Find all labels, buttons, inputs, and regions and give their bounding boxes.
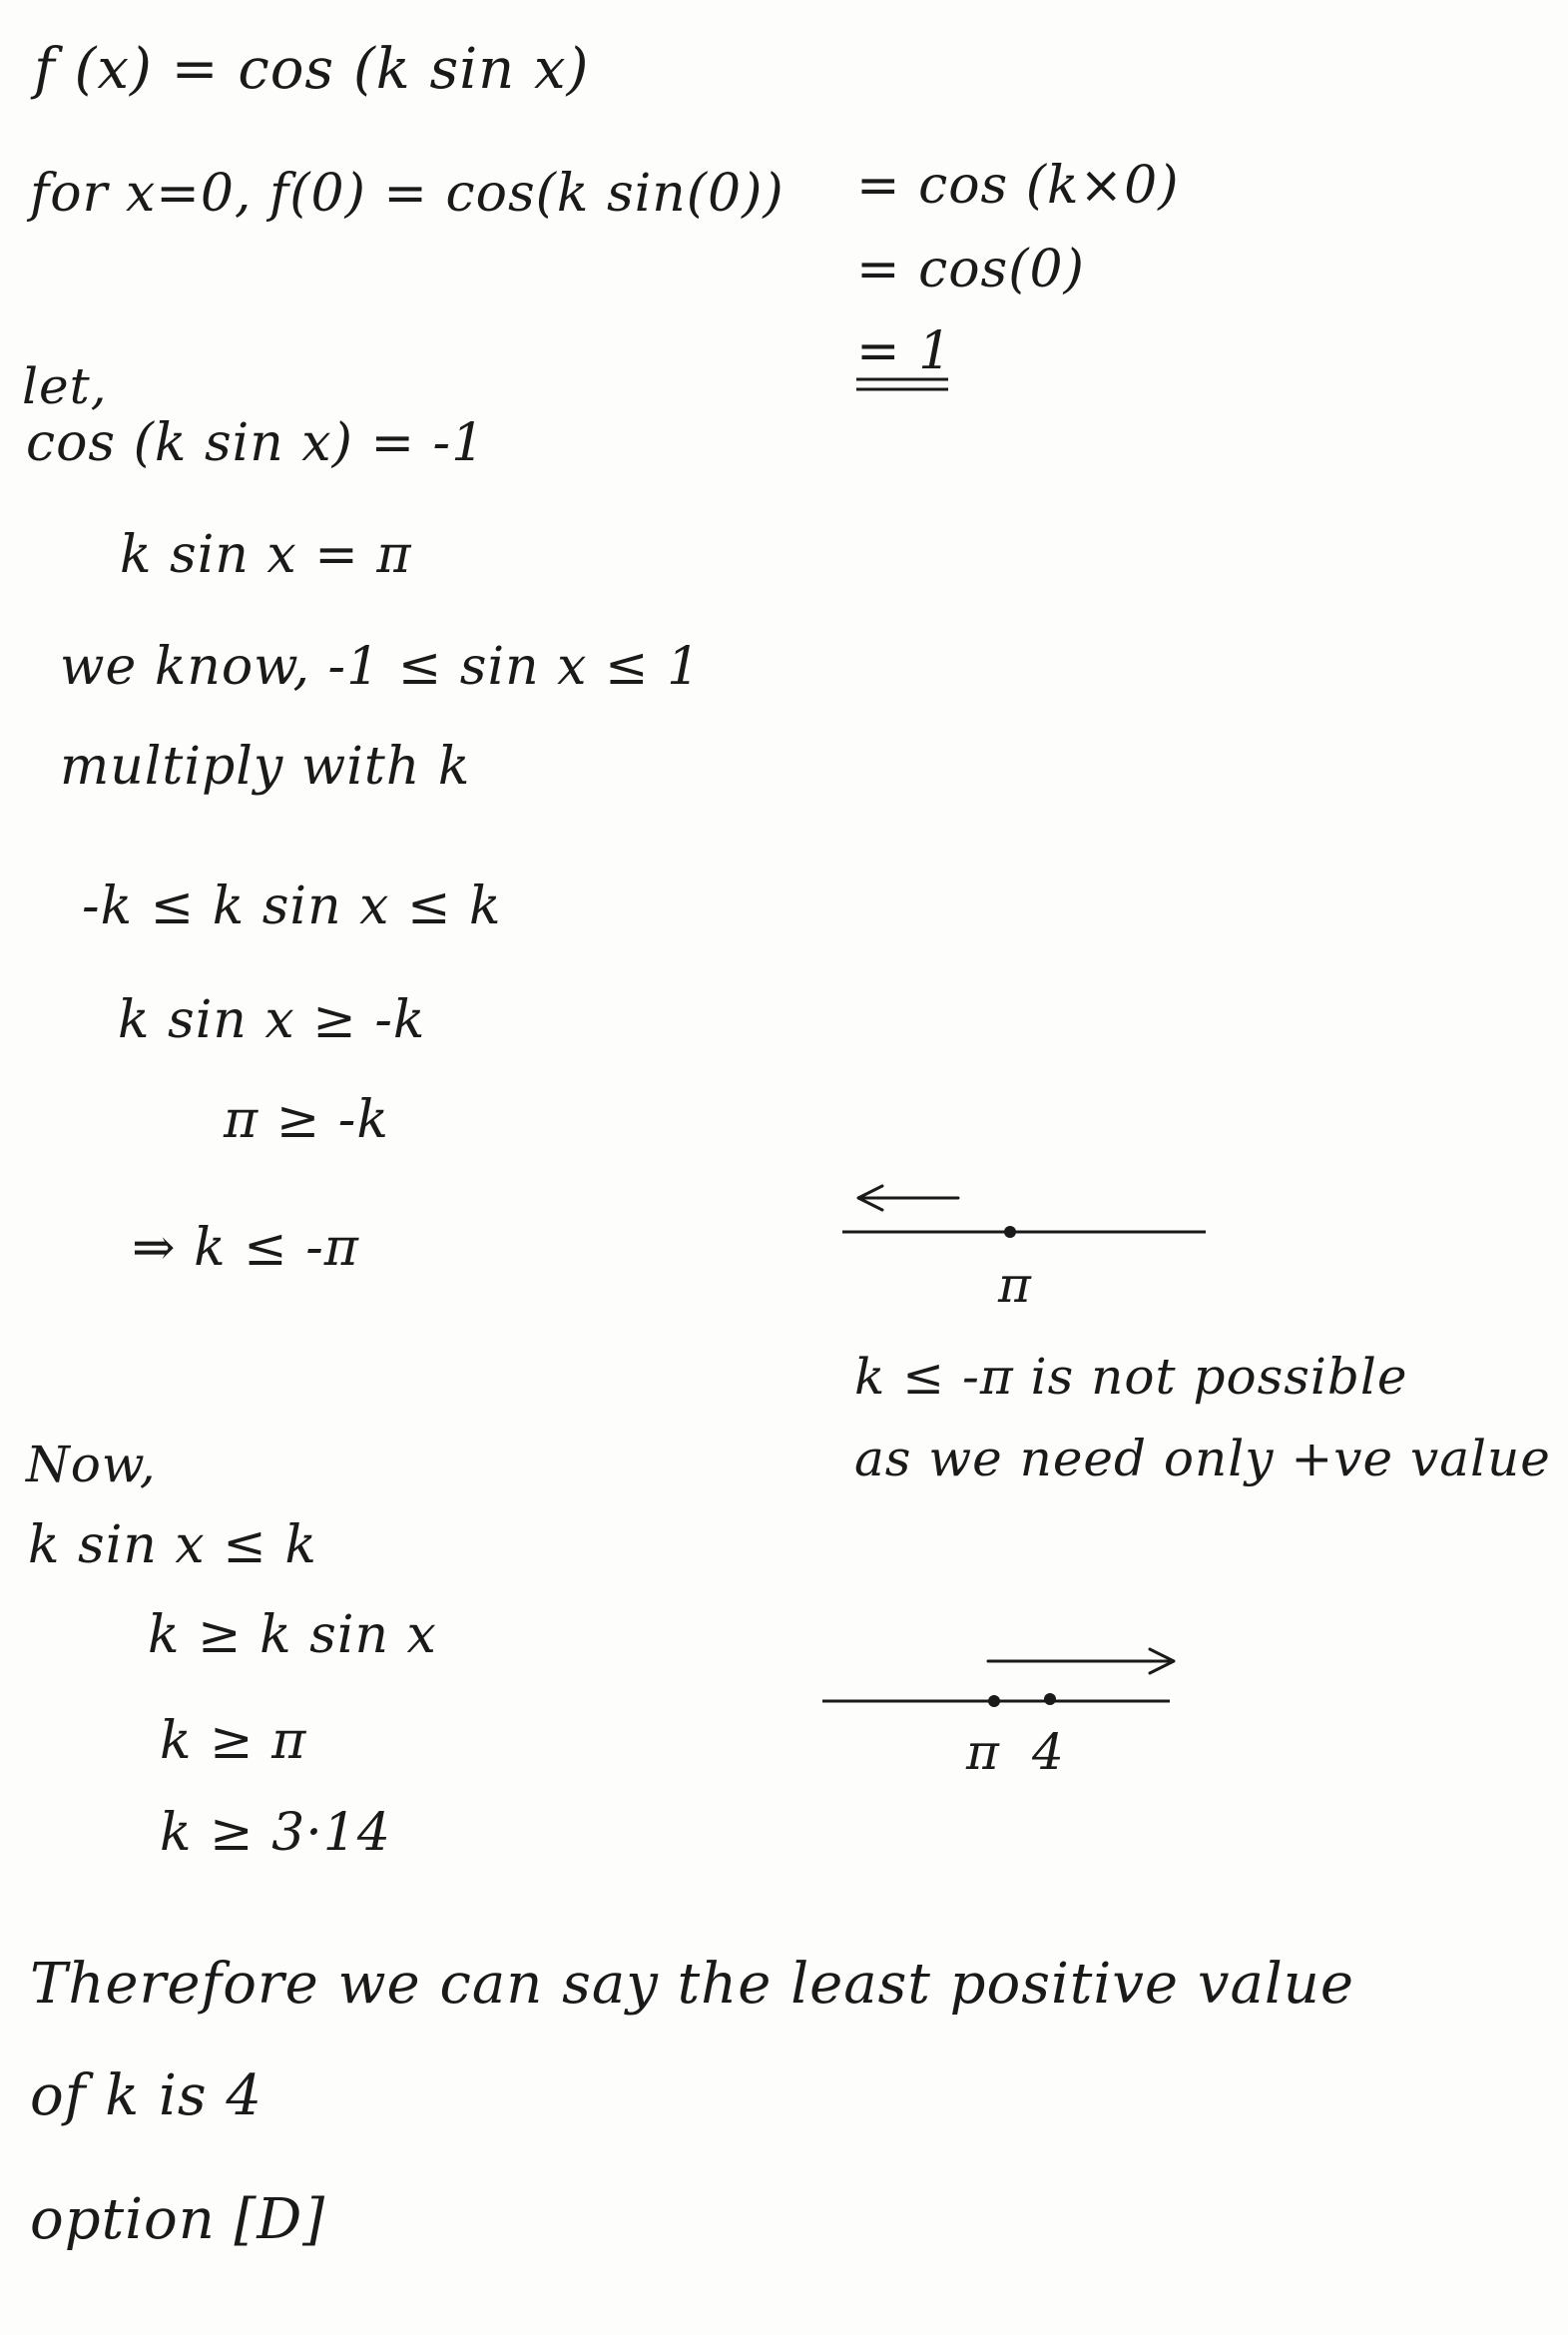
evaluate-at-zero: for x=0, f(0) = cos(k sin(0)) [30, 164, 784, 224]
number-line-1-pi-label: π [998, 1256, 1032, 1314]
let-label: let, [22, 357, 108, 415]
answer-option: option [D] [30, 2187, 326, 2252]
k-ge-ksinx: k ≥ k sin x [148, 1605, 437, 1665]
k-ge-pi: k ≥ π [160, 1711, 307, 1771]
evaluate-step-1: = cos (k×0) [856, 156, 1180, 216]
evaluate-step-2: = cos(0) [856, 240, 1085, 299]
upper-bound-inequality: k sin x ≤ k [28, 1515, 317, 1575]
cos-equals-minus-one: cos (k sin x) = -1 [26, 413, 486, 473]
left-arrow-icon [858, 1186, 958, 1210]
k-inequality: -k ≤ k sin x ≤ k [82, 876, 502, 936]
sine-range-fact: we know, -1 ≤ sin x ≤ 1 [60, 637, 702, 697]
result-double-underline [854, 375, 954, 395]
function-definition: f (x) = cos (k sin x) [34, 37, 590, 102]
conclusion-line-2: of k is 4 [30, 2063, 263, 2128]
evaluate-result: = 1 [856, 321, 953, 381]
conclusion-line-1: Therefore we can say the least positive value [30, 1952, 1355, 2017]
right-arrow-icon [988, 1649, 1174, 1673]
number-line-2-four-label: 4 [1032, 1723, 1065, 1781]
k-le-minus-pi: ⇒ k ≤ -π [132, 1218, 359, 1278]
positive-value-note: as we need only +ve value [854, 1430, 1551, 1487]
not-possible-note: k ≤ -π is not possible [854, 1348, 1408, 1406]
ksinx-equals-pi: k sin x = π [120, 525, 412, 585]
k-ge-3-14: k ≥ 3·14 [160, 1803, 391, 1863]
number-line-2-pi-label: π [966, 1723, 1000, 1781]
now-label: Now, [26, 1436, 157, 1493]
pi-ge-minus-k: π ≥ -k [224, 1090, 389, 1150]
multiply-with-k: multiply with k [60, 737, 471, 797]
number-line-right [818, 1637, 1198, 1737]
lower-bound-inequality: k sin x ≥ -k [118, 990, 426, 1050]
